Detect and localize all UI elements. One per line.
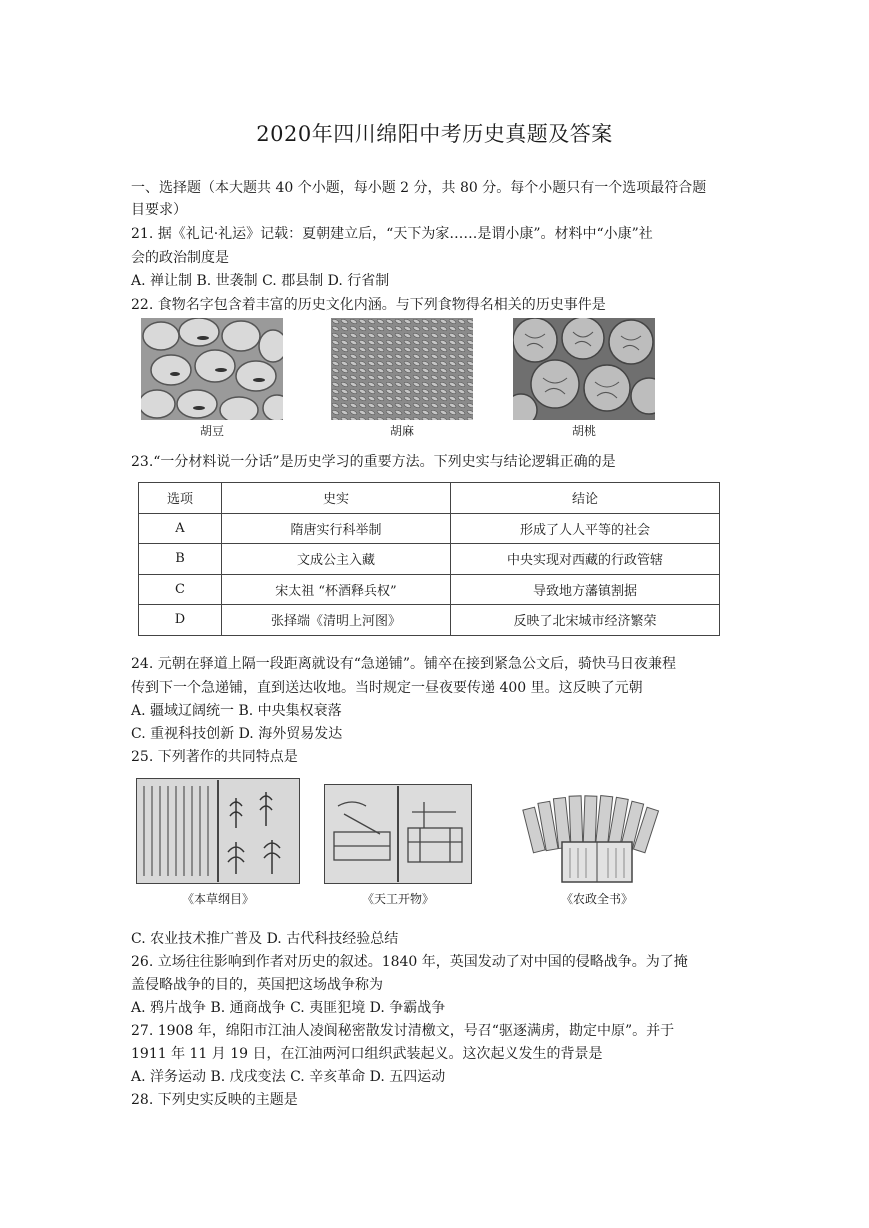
q22-figure-hutao [513, 318, 655, 440]
q24-stem-cont: 传到下一个急递铺，直到送达收地。当时规定一昼夜要传递 400 里。这反映了元朝 [131, 680, 643, 696]
sesame-seeds-photo [331, 318, 473, 420]
section-instruction-cont: 目要求） [131, 202, 187, 218]
table-header-row [139, 483, 720, 514]
q25-figure-nongzheng [522, 790, 672, 910]
table-cell: 宋太祖 “杯酒释兵权” [222, 574, 451, 605]
table-cell: 张择端《清明上河图》 [222, 605, 451, 636]
tiangong-kaiwu-book-photo [324, 784, 472, 884]
nongzheng-quanshu-books-photo [522, 790, 672, 884]
table-cell: 反映了北宋城市经济繁荣 [451, 605, 720, 636]
q28-stem: 28. 下列史实反映的主题是 [131, 1092, 298, 1108]
table-header-cell: 选项 [139, 483, 222, 514]
q22-stem: 22. 食物名字包含着丰富的历史文化内涵。与下列食物得名相关的历史事件是 [131, 297, 606, 313]
table-header-cell: 结论 [451, 483, 720, 514]
q24-options-cd: C. 重视科技创新 D. 海外贸易发达 [131, 726, 343, 742]
q25-options: C. 农业技术推广普及 D. 古代科技经验总结 [131, 931, 399, 947]
table-cell: 文成公主入藏 [222, 544, 451, 575]
q27-stem: 27. 1908 年，绵阳市江油人凌阆秘密散发讨清檄文，号召“驱逐满虏，勘定中原”。并于 [131, 1023, 675, 1039]
q23-stem: 23.“一分材料说一分话”是历史学习的重要方法。下列史实与结论逻辑正确的是 [131, 454, 616, 470]
q25-caption-3: 《农政全书》 [560, 892, 633, 906]
q27-options: A. 洋务运动 B. 戊戌变法 C. 辛亥革命 D. 五四运动 [131, 1069, 446, 1085]
q25-figure-tiangong [324, 784, 472, 910]
q22-figure-huma [331, 318, 473, 440]
table-cell: 形成了人人平等的社会 [451, 513, 720, 544]
broad-beans-photo [141, 318, 283, 420]
q26-stem-cont: 盖侵略战争的目的，英国把这场战争称为 [131, 977, 383, 993]
table-header-cell: 史实 [222, 483, 451, 514]
q25-caption-2: 《天工开物》 [361, 892, 434, 906]
table-cell: 导致地方藩镇割据 [451, 574, 720, 605]
page-title: 2020年四川绵阳中考历史真题及答案 [256, 122, 613, 146]
q21-stem: 21. 据《礼记·礼运》记载：夏朝建立后，“天下为家……是谓小康”。材料中“小康”社 [131, 226, 653, 242]
q24-stem: 24. 元朝在驿道上隔一段距离就设有“急递铺”。铺卒在接到紧急公文后，骑快马日夜兼程 [131, 656, 677, 672]
table-row [139, 513, 720, 544]
table-row [139, 544, 720, 575]
table-cell: B [139, 544, 222, 575]
walnuts-photo [513, 318, 655, 420]
q24-options-ab: A. 疆域辽阔统一 B. 中央集权衰落 [131, 703, 342, 719]
table-cell: 中央实现对西藏的行政管辖 [451, 544, 720, 575]
q22-figure-hudou [141, 318, 283, 440]
q27-stem-cont: 1911 年 11 月 19 日，在江油两河口组织武装起义。这次起义发生的背景是 [131, 1046, 603, 1062]
q22-caption-1: 胡豆 [199, 424, 224, 438]
table-cell: 隋唐实行科举制 [222, 513, 451, 544]
bencao-gangmu-book-photo [136, 778, 300, 884]
table-row [139, 574, 720, 605]
q23-table [138, 482, 720, 636]
q25-figure-bencao [136, 778, 300, 910]
q21-stem-cont: 会的政治制度是 [131, 250, 229, 266]
table-row [139, 605, 720, 636]
q25-stem: 25. 下列著作的共同特点是 [131, 749, 298, 765]
q21-options: A. 禅让制 B. 世袭制 C. 郡县制 D. 行省制 [131, 273, 390, 289]
table-cell: C [139, 574, 222, 605]
table-cell: A [139, 513, 222, 544]
q26-options: A. 鸦片战争 B. 通商战争 C. 夷匪犯境 D. 争霸战争 [131, 1000, 446, 1016]
section-instruction: 一、选择题（本大题共 40 个小题，每小题 2 分，共 80 分。每个小题只有一个选项最符合题 [131, 180, 707, 196]
table-cell: D [139, 605, 222, 636]
q22-caption-2: 胡麻 [389, 424, 414, 438]
q26-stem: 26. 立场往往影响到作者对历史的叙述。1840 年，英国发动了对中国的侵略战争。为了掩 [131, 954, 688, 970]
q25-caption-1: 《本草纲目》 [181, 892, 254, 906]
q22-caption-3: 胡桃 [571, 424, 596, 438]
